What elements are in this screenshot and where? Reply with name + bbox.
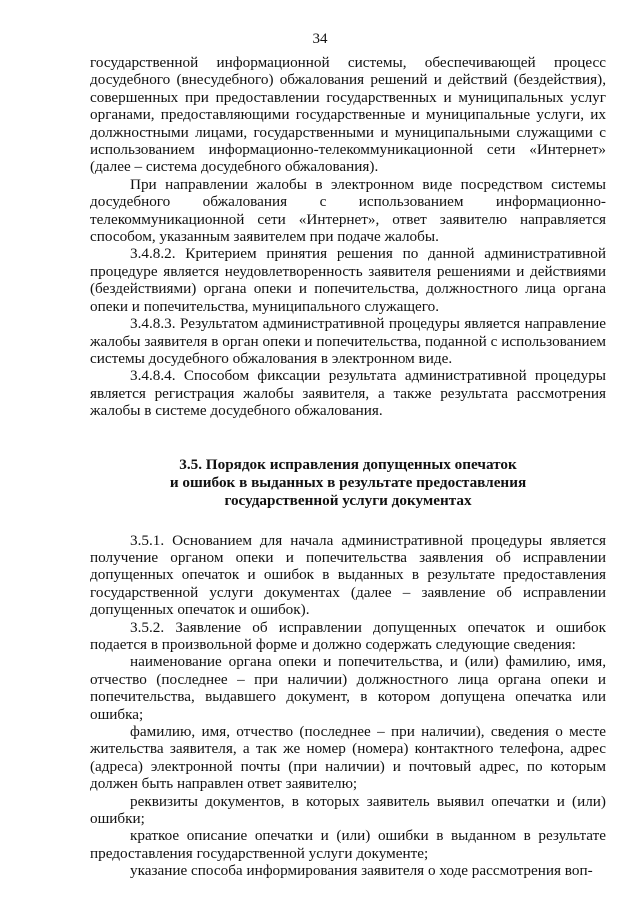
paragraph-electronic-complaint: При направлении жалобы в электронном виде посредством системы досудебного обжалования с использованием информационно-телекоммуникационной сети «Интернет», ответ заявителю направляется способом, указанным заявителем при подаче жалобы. [90, 175, 606, 246]
paragraph-3-5-1: 3.5.1. Основанием для начала административной процедуры является получение органом опеки и попечительства заявления об исправлении допущенных опечаток и ошибок в выданных в результате предоставления государственной услуги документах (далее – заявление об исправлении допущенных опечаток и ошибок). [90, 531, 606, 619]
paragraph-3-5-2: 3.5.2. Заявление об исправлении допущенных опечаток и ошибок подается в произвольной форме и должно содержать следующие сведения: [90, 618, 606, 653]
list-item-applicant-details: фамилию, имя, отчество (последнее – при наличии), сведения о месте жительства заявителя, а так же номер (номера) контактного телефона, адрес (адреса) электронной почты (при наличии) и почтовый адрес, по которым должен быть направлен ответ заявителю; [90, 723, 606, 793]
heading-line-1: 3.5. Порядок исправления допущенных опечаток [179, 455, 517, 473]
list-item-authority-name: наименование органа опеки и попечительства, и (или) фамилию, имя, отчество (последнее – при наличии) должностного лица органа опеки и попечительства, выдавшего документ, в котором допущена опечатка или ошибка; [90, 653, 606, 723]
paragraph-system-definition: государственной информационной системы, обеспечивающей процесс досудебного (внесудебного) обжалования решений и действий (бездействия), совершенных при предоставлении государственных и муниципальных услуг органами, предоставляющими государственные и муниципальные услуги, их должностными лицами, государственными и муниципальными служащими с использованием информационно-телекоммуникационной сети «Интернет» (далее – система досудебного обжалования). [90, 54, 606, 176]
list-item-notification-method: указание способа информирования заявителя о ходе рассмотрения воп- [130, 862, 593, 880]
document-body [90, 54, 606, 880]
heading-line-3: государственной услуги документах [224, 491, 472, 509]
section-heading-3-5 [90, 456, 606, 510]
list-item-document-details: реквизиты документов, в которых заявитель выявил опечатки и (или) ошибки; [90, 792, 606, 828]
paragraph-3-4-8-3: 3.4.8.3. Результатом административной процедуры является направление жалобы заявителя в орган опеки и попечительства, поданной с использованием системы досудебного обжалования в электронном виде. [90, 315, 606, 367]
heading-line-2: и ошибок в выданных в результате предоставления [169, 473, 527, 491]
paragraph-3-4-8-4: 3.4.8.4. Способом фиксации результата административной процедуры является регистрация жалобы заявителя, а также результата рассмотрения жалобы в системе досудебного обжалования. [90, 367, 606, 420]
list-item-error-description: краткое описание опечатки и (или) ошибки в выданном в результате предоставления государственной услуги документе; [90, 827, 606, 862]
page-number: 34 [312, 31, 328, 47]
paragraph-3-4-8-2: 3.4.8.2. Критерием принятия решения по данной административной процедуре является неудовлетворенность заявителя решениями и действиями (бездействиями) органа опеки и попечительства, должностного лица органа опеки и попечительства, муниципального служащего. [90, 245, 606, 315]
